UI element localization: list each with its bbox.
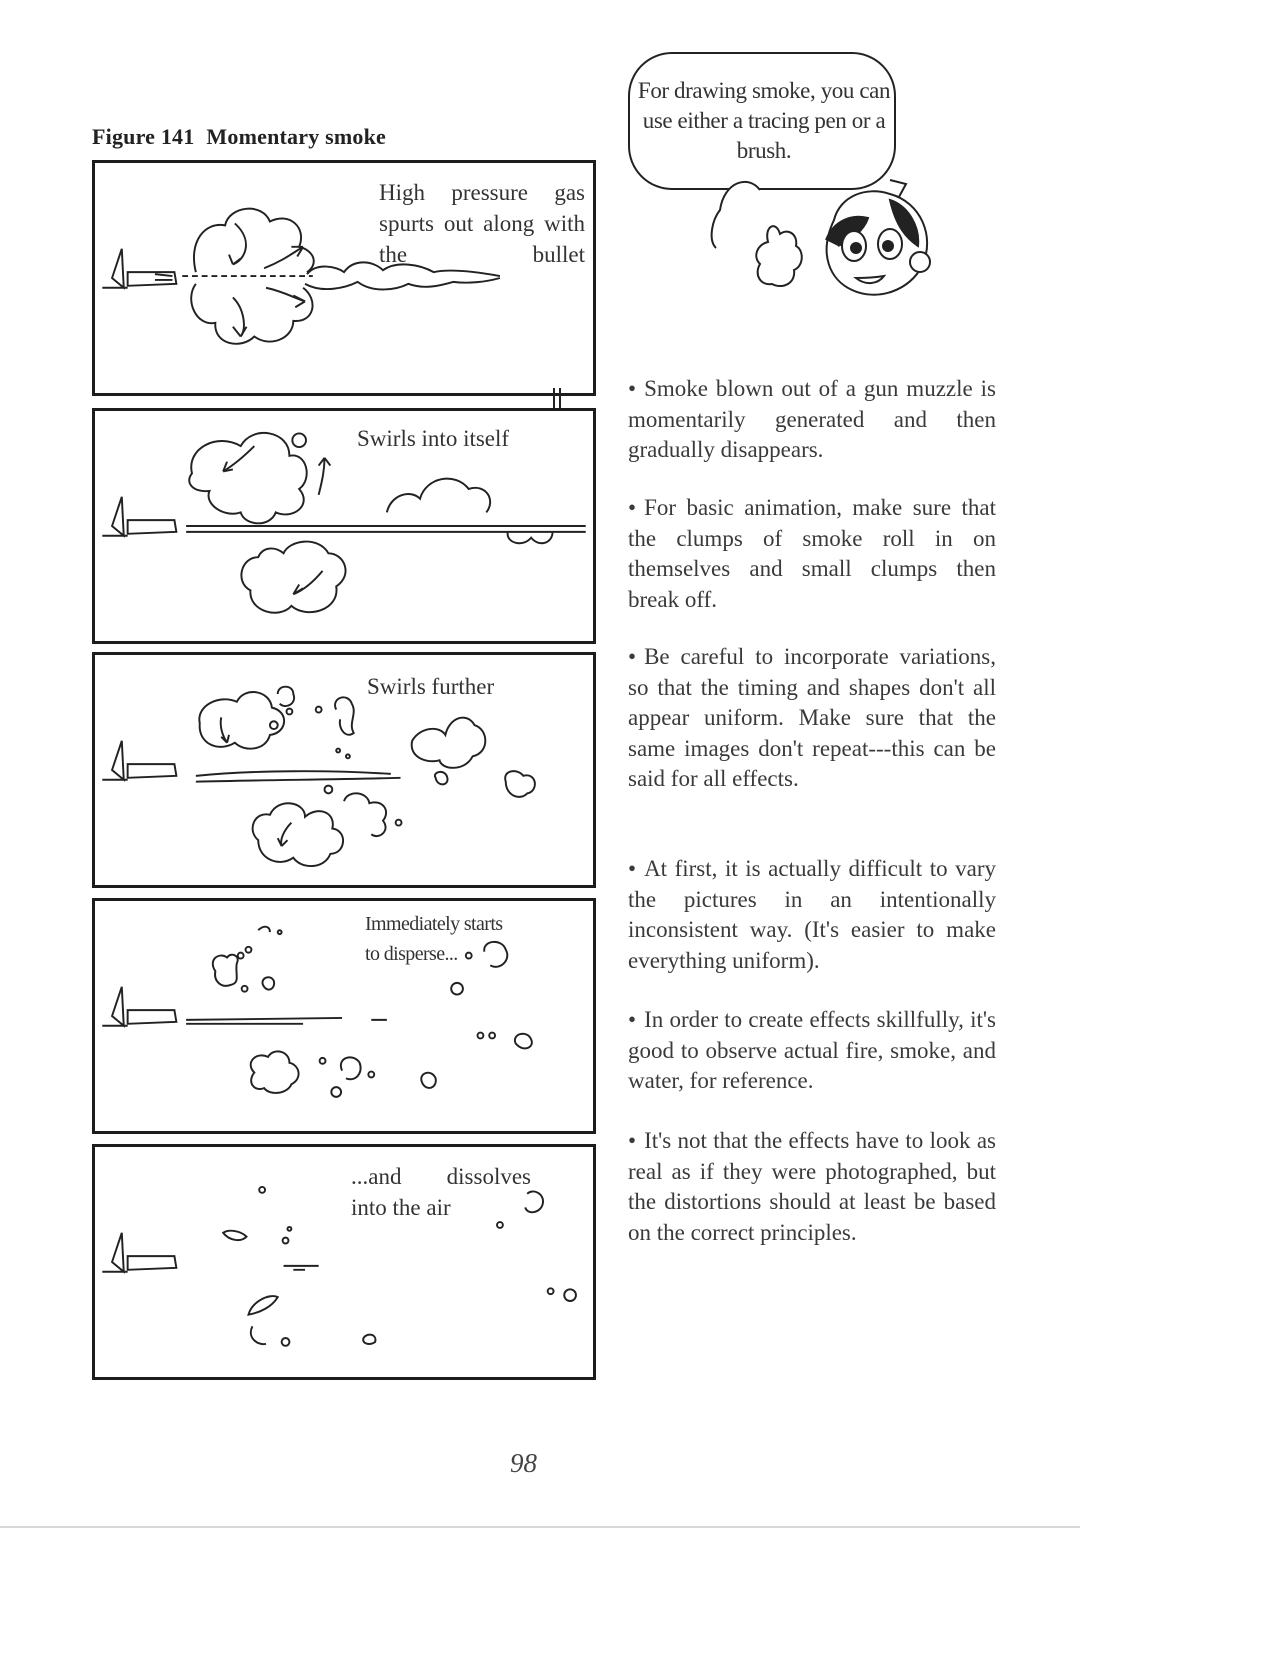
paragraph-4: [628, 854, 996, 976]
panel-4: [92, 898, 596, 1134]
panel-1-caption: High pressure gas spurts out along with the bullet: [379, 180, 585, 267]
paragraph-3: [628, 642, 996, 795]
panel-2: [92, 408, 596, 644]
paragraph-4-text: At first, it is actually difficult to vary the pictures in an intentionally inconsistent way. (It's easier to make everything uniform).: [628, 856, 996, 973]
paragraph-1-text: Smoke blown out of a gun muzzle is momentarily generated and then gradually disappears.: [628, 376, 996, 462]
paragraph-5: [628, 1005, 996, 1097]
smoke-illustration-3: [95, 655, 593, 885]
paragraph-2-text: For basic animation, make sure that the clumps of smoke roll in on themselves and small clumps then break off.: [628, 495, 996, 612]
panel-3-caption: Swirls further: [367, 674, 495, 699]
paragraph-2: [628, 493, 996, 615]
panel-3: [92, 652, 596, 888]
figure-caption: Momentary smoke: [206, 124, 386, 149]
figure-title: [92, 124, 386, 150]
paragraph-6: [628, 1126, 996, 1248]
bullet-icon: •: [628, 376, 637, 401]
panel-1: [92, 160, 596, 396]
bullet-icon: •: [628, 495, 637, 520]
panel-5: [92, 1144, 596, 1380]
paragraph-1: [628, 374, 996, 466]
bullet-icon: •: [628, 1128, 637, 1153]
bullet-icon: •: [628, 1007, 637, 1032]
panel-2-caption: Swirls into itself: [357, 426, 510, 451]
bullet-icon: •: [628, 856, 637, 881]
smoke-illustration-2: [95, 411, 593, 641]
smoke-illustration-4: [95, 901, 593, 1131]
paragraph-3-text: Be careful to incorporate variations, so that the timing and shapes don't all appear uniform. Make sure that the same images don't repeat---this can be said for all effects.: [628, 644, 996, 791]
bullet-icon: •: [628, 644, 637, 669]
paragraph-6-text: It's not that the effects have to look as real as if they were photographed, but the distortions should at least be based on the correct principles.: [628, 1128, 996, 1245]
figure-number: Figure 141: [92, 124, 195, 149]
page-edge-divider: [0, 1526, 1080, 1528]
character-illustration: [620, 150, 1000, 340]
panel-5-caption: ...and dissolves into the air: [351, 1164, 531, 1220]
paragraph-5-text: In order to create effects skillfully, it's good to observe actual fire, smoke, and water, for reference.: [628, 1007, 996, 1093]
speech-bubble-text: For drawing smoke, you can use either a tracing pen or a brush.: [637, 78, 891, 163]
panel-4-caption: Immediately starts to disperse...: [365, 913, 503, 965]
page-number: 98: [510, 1448, 537, 1478]
